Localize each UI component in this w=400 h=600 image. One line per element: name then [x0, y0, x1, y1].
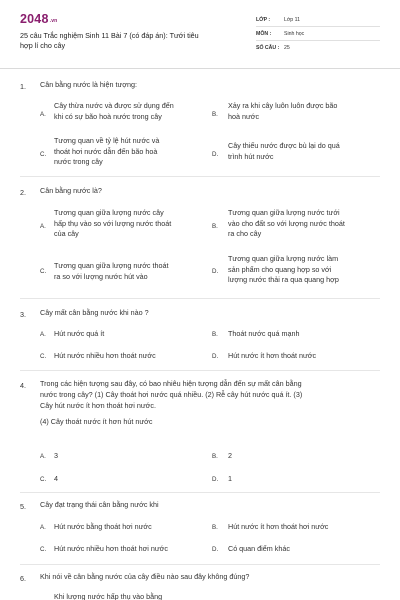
option-letter: B. [212, 524, 218, 531]
option-letter: C. [40, 546, 47, 553]
question-separator [20, 176, 380, 177]
question-number: 3. [20, 310, 26, 319]
option-letter: D. [212, 151, 219, 158]
question-number: 6. [20, 574, 26, 583]
meta-divider [256, 26, 380, 27]
question-text: Cây mất cân bằng nước khi nào ? [40, 308, 149, 317]
option-text: Tương quan giữa lượng nước thoát ra so với lượng nước hút vào [54, 261, 169, 281]
site-logo[interactable] [20, 12, 57, 26]
option-letter: D. [212, 476, 219, 483]
option-text: Thoát nước quá mạnh [228, 329, 300, 338]
grade-value: Lớp 11 [284, 17, 300, 23]
question-text: Cây đạt trạng thái cân bằng nước khi [40, 500, 159, 509]
option-text: Hút nước nhiều hơn thoát nước [54, 351, 156, 360]
logo-suffix: .vn [49, 18, 58, 24]
logo-text: 2048 [20, 12, 49, 26]
option-letter: A. [40, 524, 46, 531]
question-number: 4. [20, 381, 26, 390]
question-number: 2. [20, 188, 26, 197]
document-header [0, 0, 400, 68]
option-letter: C. [40, 476, 47, 483]
option-letter: D. [212, 546, 219, 553]
option-text: Khi lượng nước hấp thụ vào bằng [54, 592, 163, 600]
option-letter: A. [40, 453, 46, 460]
count-row [256, 45, 380, 51]
option-text: Tương quan giữa lượng nước làm sản phẩm cho quang hợp so với lượng nước thải ra qua quang hợp [228, 254, 339, 285]
header-divider [0, 68, 400, 69]
option-text: 3 [54, 451, 58, 460]
document-title [20, 31, 250, 51]
option-text: Tương quan về tỷ lệ hút nước và thoát hơi nước dẫn đến bão hoà nước trong cây [54, 136, 160, 167]
title-line: 25 câu Trắc nghiệm Sinh 11 Bài 7 (có đáp án): Tưới tiêu [20, 31, 199, 40]
option-text: 4 [54, 474, 58, 483]
meta-divider [256, 40, 380, 41]
option-text: Cây thừa nước và được sử dụng đến khi có sự bão hoà nước trong cây [54, 101, 174, 121]
option-letter: B. [212, 331, 218, 338]
option-text: Hút nước bằng thoát hơi nước [54, 522, 152, 531]
question-separator [20, 492, 380, 493]
option-text: Hút nước ít hơn thoát nước [228, 351, 317, 360]
option-text: Hút nước quá ít [54, 329, 105, 338]
option-text: 2 [228, 451, 232, 460]
question-separator [20, 370, 380, 371]
subject-row [256, 31, 380, 37]
option-text: Hút nước nhiều hơn thoát hơi nước [54, 544, 168, 553]
option-text: Tương quan giữa lượng nước cây hấp thụ vào so với lượng nước thoát của cây [54, 208, 172, 239]
option-text: 1 [228, 474, 232, 483]
option-letter: B. [212, 453, 218, 460]
option-letter: A. [40, 223, 46, 230]
question-text: Cân bằng nước là? [40, 186, 102, 195]
question-text: Khi nói về cân bằng nước của cây điều nào sau đây không đúng? [40, 572, 250, 581]
option-text: Xảy ra khi cây luôn luôn được bão hoà nước [228, 101, 338, 121]
count-value: 25 [284, 45, 290, 51]
title-line: hợp lí cho cây [20, 41, 66, 50]
option-letter: B. [212, 111, 218, 118]
subject-value: Sinh học [284, 31, 305, 37]
option-letter: C. [40, 151, 47, 158]
grade-row [256, 17, 380, 23]
question-text: Trong các hiện tượng sau đây, có bao nhiêu hiện tượng dẫn đến sự mất cân bằng nước trong cây? (1) Cây thoát hơi nước quá nhiều. (2) Rễ cây hút nước quá ít. (3) Cây hút nước ít hơn thoát hơi nước. (4) Cây thoát nước ít hơn hút nước [40, 379, 303, 427]
question-number: 5. [20, 502, 26, 511]
option-letter: C. [40, 268, 47, 275]
count-label: SỐ CÂU : [256, 45, 280, 51]
option-letter: A. [40, 111, 46, 118]
option-text: Tương quan giữa lượng nước tưới vào cho đất so với lượng nước thoát ra cho cây [228, 208, 345, 239]
question-number: 1. [20, 82, 26, 91]
option-letter: D. [212, 268, 219, 275]
question-separator [20, 298, 380, 299]
option-text: Hút nước ít hơn thoát hơi nước [228, 522, 329, 531]
option-letter: A. [40, 331, 46, 338]
question-text: Cân bằng nước là hiện tượng: [40, 80, 137, 89]
question-separator [20, 564, 380, 565]
subject-label: MÔN : [256, 31, 272, 37]
option-letter: B. [212, 223, 218, 230]
option-letter: C. [40, 353, 47, 360]
option-text: Có quan điểm khác [228, 544, 290, 553]
option-letter: D. [212, 353, 219, 360]
option-text: Cây thiếu nước được bù lại do quá trình hút nước [228, 141, 340, 161]
grade-label: LỚP : [256, 17, 271, 23]
